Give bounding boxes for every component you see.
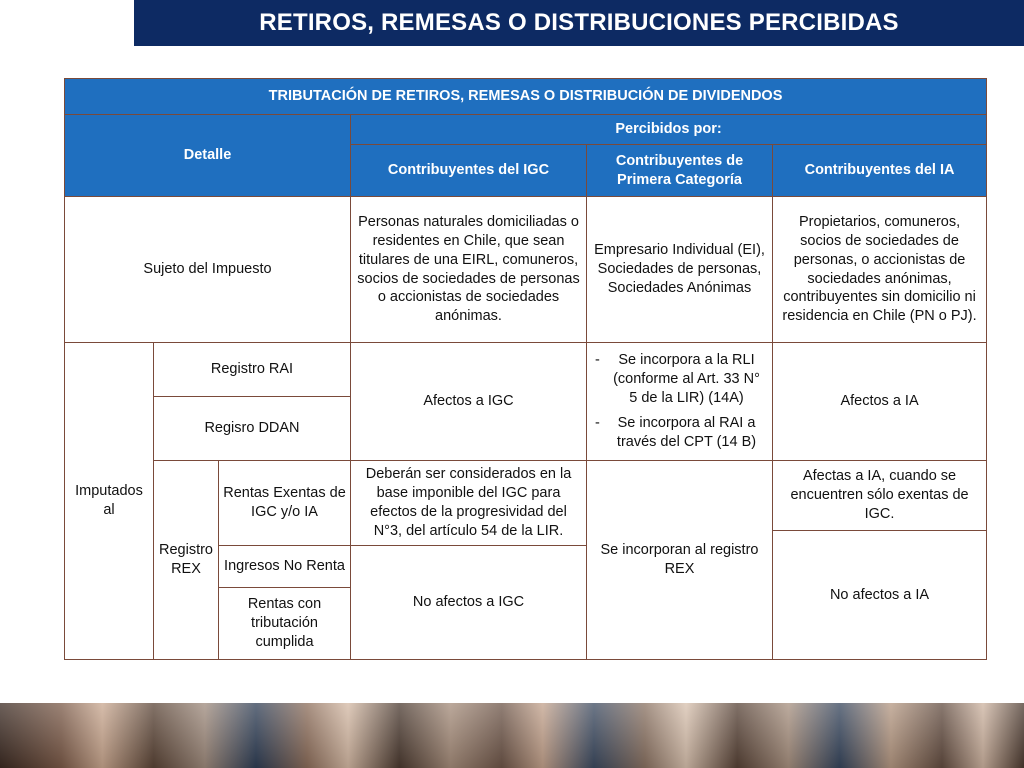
decorative-photo-strip: [0, 703, 1024, 768]
col-header-igc: Contribuyentes del IGC: [351, 145, 587, 197]
exentas-igc: Deberán ser considerados en la base imponible del IGC para efectos de la progresividad del N°3, del artículo 54 de la LIR.: [351, 461, 587, 546]
imputados-label: Imputados al: [65, 343, 154, 660]
no-afectos-igc: No afectos a IGC: [351, 546, 587, 660]
registro-ddan: Regisro DDAN: [154, 397, 351, 461]
page-title: RETIROS, REMESAS O DISTRIBUCIONES PERCIBIDAS: [259, 9, 899, 36]
primera-rai-cell: [587, 343, 773, 461]
percibidos-header: Percibidos por:: [351, 115, 987, 145]
ingresos-no-renta: Ingresos No Renta: [219, 546, 351, 588]
page-title-bar: [134, 0, 1024, 46]
registro-rai: Registro RAI: [154, 343, 351, 397]
col-header-ia: Contribuyentes del IA: [773, 145, 987, 197]
sujeto-primera: Empresario Individual (EI), Sociedades de personas, Sociedades Anónimas: [587, 197, 773, 343]
afectos-igc: Afectos a IGC: [351, 343, 587, 461]
rex-primera: Se incorporan al registro REX: [587, 461, 773, 660]
col-header-primera: Contribuyentes de Primera Categoría: [587, 145, 773, 197]
afectos-ia: Afectos a IA: [773, 343, 987, 461]
sujeto-label: Sujeto del Impuesto: [65, 197, 351, 343]
list-item: - Se incorpora al RAI a través del CPT (14 B): [591, 414, 768, 452]
tributacion-table: [64, 78, 987, 660]
primera-rai-list: [591, 351, 768, 451]
rentas-exentas: Rentas Exentas de IGC y/o IA: [219, 461, 351, 546]
no-afectos-ia: No afectos a IA: [773, 531, 987, 660]
exentas-ia: Afectas a IA, cuando se encuentren sólo exentas de IGC.: [773, 461, 987, 531]
sujeto-igc: Personas naturales domiciliadas o residentes en Chile, que sean titulares de una EIRL, comuneros, socios de sociedades de personas o accionistas de sociedades anónimas.: [351, 197, 587, 343]
sujeto-ia: Propietarios, comuneros, socios de sociedades de personas, o accionistas de sociedades anónimas, contribuyentes sin domicilio ni residencia en Chile (PN o PJ).: [773, 197, 987, 343]
registro-rex: Registro REX: [154, 461, 219, 660]
list-item: - Se incorpora a la RLI (conforme al Art. 33 N° 5 de la LIR) (14A): [591, 351, 768, 408]
detalle-header: Detalle: [65, 115, 351, 197]
rentas-cumplida: Rentas con tributación cumplida: [219, 588, 351, 660]
table-caption: TRIBUTACIÓN DE RETIROS, REMESAS O DISTRIBUCIÓN DE DIVIDENDOS: [65, 79, 987, 115]
